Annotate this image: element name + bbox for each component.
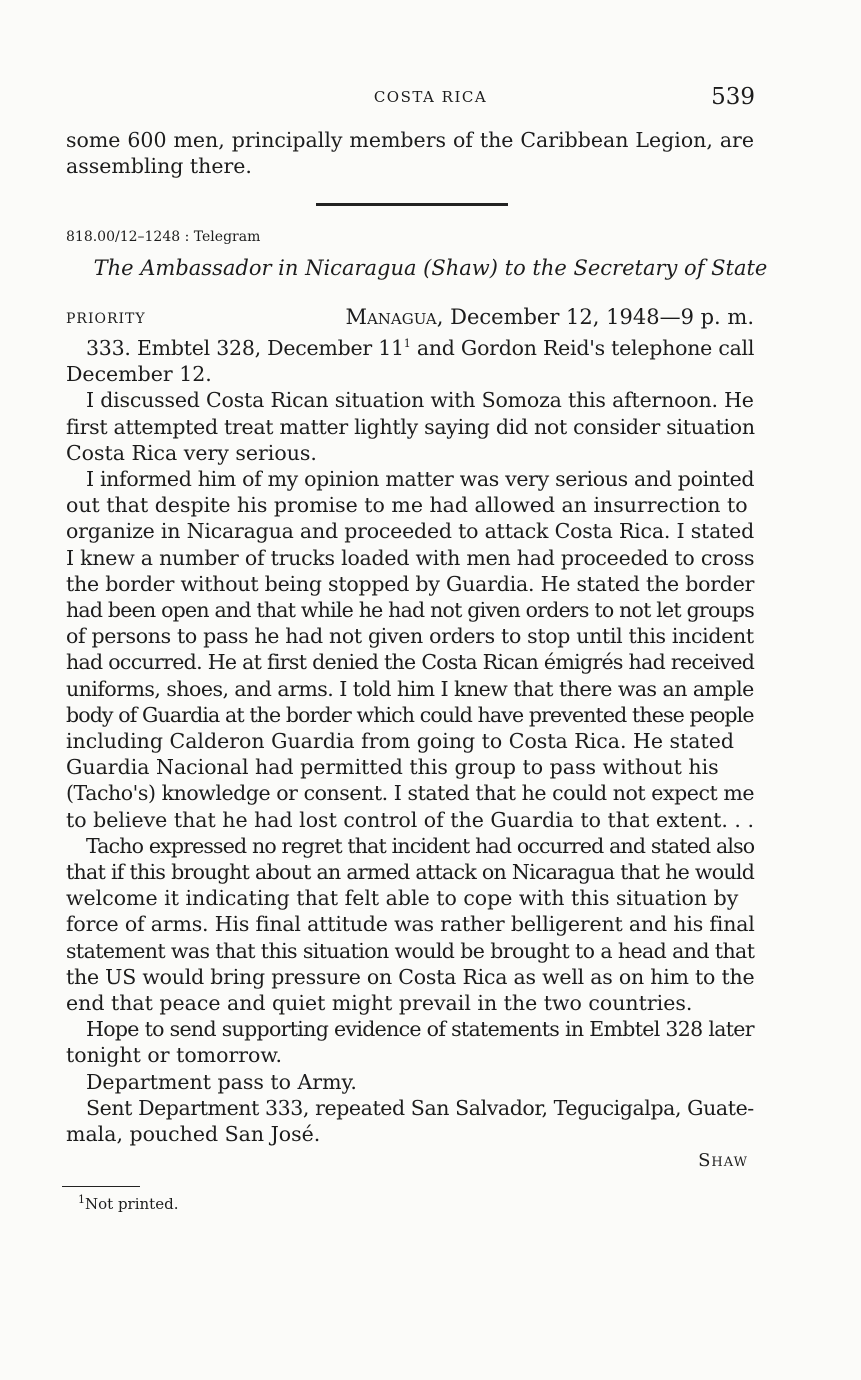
footnote [78,1195,178,1213]
text-line: that if this brought about an armed attack on Nicaragua that he would [66,860,755,885]
telegram-body [66,335,754,1147]
text-line: of persons to pass he had not given orders to stop until this incident [66,624,754,649]
text-line: to believe that he had lost control of the Guardia to that extent. . . [66,807,754,832]
text-line: December 12. [66,362,212,387]
footnote-number: 1 [78,1193,85,1206]
text-line: I knew a number of trucks loaded with men had proceeded to cross [66,545,755,570]
text-line: Department pass to Army. [86,1069,357,1094]
paragraph-3 [66,466,754,833]
dateline-row [66,305,754,335]
section-divider [316,203,508,206]
text-line: I informed him of my opinion matter was very serious and pointed [86,467,755,492]
paragraph-7 [66,1095,754,1147]
text-line: including Calderon Guardia from going to Costa Rica. He stated [66,729,735,754]
dateline [345,305,754,329]
file-reference: 818.00/12–1248 : Telegram [66,229,261,245]
paragraph-1 [66,335,754,387]
text-line: welcome it indicating that felt able to cope with this situation by [66,886,739,911]
text-line [66,335,754,361]
text-line: Tacho expressed no regret that incident had occurred and stated also [86,833,755,858]
text-line: some 600 men, principally members of the Caribbean Legion, are [66,128,754,152]
paragraph-5 [66,1016,754,1068]
paragraph-4 [66,833,754,1016]
paragraph-6 [66,1069,754,1095]
text-line: Sent Department 333, repeated San Salvador, Tegucigalpa, Guate- [86,1095,754,1120]
text-line: tonight or tomorrow. [66,1043,283,1068]
text-line: uniforms, shoes, and arms. I told him I knew that there was an ample [66,676,754,701]
footnote-text: Not printed. [85,1195,179,1213]
text-fragment: 333. Embtel 328, December 11 [86,336,404,360]
priority-label: PRIORITY [66,311,146,327]
text-line: Guardia Nacional had permitted this group to pass without his [66,755,719,780]
text-line: the border without being stopped by Guardia. He stated the border [66,571,755,596]
text-line: body of Guardia at the border which could have prevented these people [66,702,754,727]
paragraph-2 [66,387,754,466]
text-line: first attempted treat matter lightly saying did not consider situation [66,414,755,439]
text-line: had been open and that while he had not given orders to not let groups [66,598,754,623]
text-line: had occurred. He at first denied the Costa Rican émigrés had received [66,650,755,675]
text-line: the US would bring pressure on Costa Rica as well as on him to the [66,964,755,989]
continuation-paragraph [66,127,754,179]
page-number: 539 [711,84,755,110]
text-line: force of arms. His final attitude was rather belligerent and his final [66,912,755,937]
text-line: out that despite his promise to me had allowed an insurrection to [66,493,748,518]
text-line: Hope to send supporting evidence of statements in Embtel 328 later [86,1017,754,1042]
text-line: I discussed Costa Rican situation with Somoza this afternoon. He [86,388,754,413]
document-heading: The Ambassador in Nicaragua (Shaw) to the Secretary of State [93,256,768,280]
text-line: mala, pouched San José. [66,1122,321,1147]
text-line: (Tacho's) knowledge or consent. I stated that he could not expect me [66,781,755,806]
text-line: statement was that this situation would be brought to a head and that [66,938,755,963]
running-title: COSTA RICA [373,88,488,106]
signature: Shaw [698,1150,748,1171]
text-line: Costa Rica very serious. [66,440,317,465]
footnote-divider [62,1186,140,1187]
text-fragment: and Gordon Reid's telephone call [410,336,755,360]
dateline-date: December 12, 1948—9 p. m. [450,305,754,329]
dateline-place: Managua, [345,305,444,329]
text-line: organize in Nicaragua and proceeded to attack Costa Rica. I stated [66,519,754,544]
footnote-marker: 1 [403,337,411,351]
text-line: end that peace and quiet might prevail in the two countries. [66,991,693,1016]
running-head [0,84,861,114]
text-line: assembling there. [66,154,252,179]
